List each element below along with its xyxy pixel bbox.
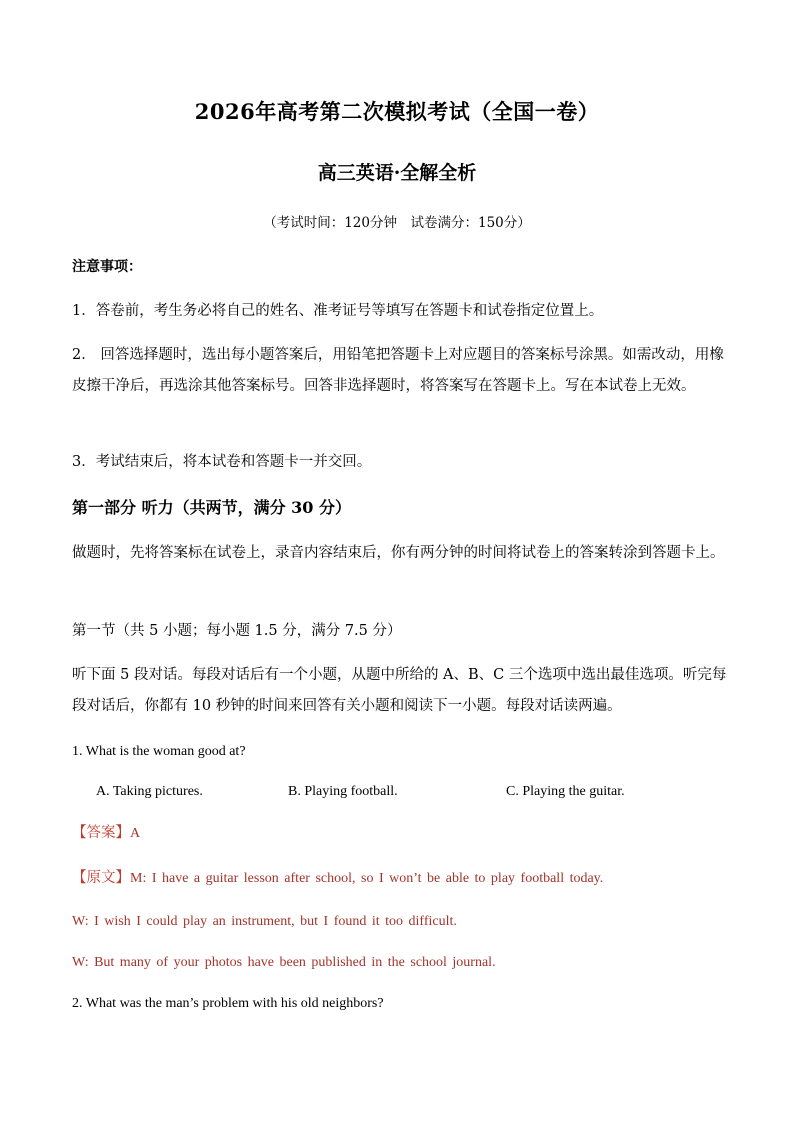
part1-instruction: 做题时，先将答案标在试卷上，录音内容结束后，你有两分钟的时间将试卷上的答案转涂到答题卡上。 xyxy=(72,545,725,561)
question-1-answer xyxy=(72,818,732,849)
transcript-text: M: I have a guitar lesson after school, so I won’t be able to play football today. xyxy=(130,871,604,886)
question-1-transcript-line-1 xyxy=(72,863,732,894)
section1-instruction: 听下面 5 段对话。每段对话后有一个小题，从题中所给的 A、B、C 三个选项中选出最佳选项。听完每段对话后，你都有 10 秒钟的时间来回答有关小题和阅读下一小题。每段对话读两遍。 xyxy=(72,667,727,714)
question-1-stem: 1. What is the woman good at? xyxy=(72,744,246,759)
part1-heading: 第一部分 听力（共两节，满分 30 分） xyxy=(72,498,351,517)
notice-heading: 注意事项： xyxy=(72,259,142,275)
answer-value: A xyxy=(130,826,141,841)
exam-info: （考试时间：120分钟 试卷满分：150分） xyxy=(263,215,531,231)
notice-item-2: 2． 回答选择题时，选出每小题答案后，用铅笔把答题卡上对应题目的答案标号涂黑。如需改动，用橡皮擦干净后，再选涂其他答案标号。回答非选择题时，将答案写在答题卡上。写在本试卷上无效。 xyxy=(72,347,724,394)
question-1-transcript-line-2: W: I wish I could play an instrument, but I found it too difficult. xyxy=(72,914,457,929)
question-1-option-b: B. Playing football. xyxy=(288,784,398,799)
notice-item-1: 1．答卷前，考生务必将自己的姓名、准考证号等填写在答题卡和试卷指定位置上。 xyxy=(72,303,604,319)
question-1-option-c: C. Playing the guitar. xyxy=(506,784,625,799)
transcript-label: 【原文】 xyxy=(72,870,130,886)
question-2-stem: 2. What was the man’s problem with his old neighbors? xyxy=(72,996,384,1011)
question-1-transcript-line-3: W: But many of your photos have been published in the school journal. xyxy=(72,955,496,970)
question-1-option-a: A. Taking pictures. xyxy=(96,784,203,799)
notice-item-3: 3．考试结束后，将本试卷和答题卡一并交回。 xyxy=(72,454,372,470)
exam-title: 2026年高考第二次模拟考试（全国一卷） xyxy=(194,99,600,124)
exam-subtitle: 高三英语·全解全析 xyxy=(317,162,477,184)
section1-heading: 第一节（共 5 小题；每小题 1.5 分，满分 7.5 分） xyxy=(72,623,402,639)
answer-label: 【答案】 xyxy=(72,825,130,841)
